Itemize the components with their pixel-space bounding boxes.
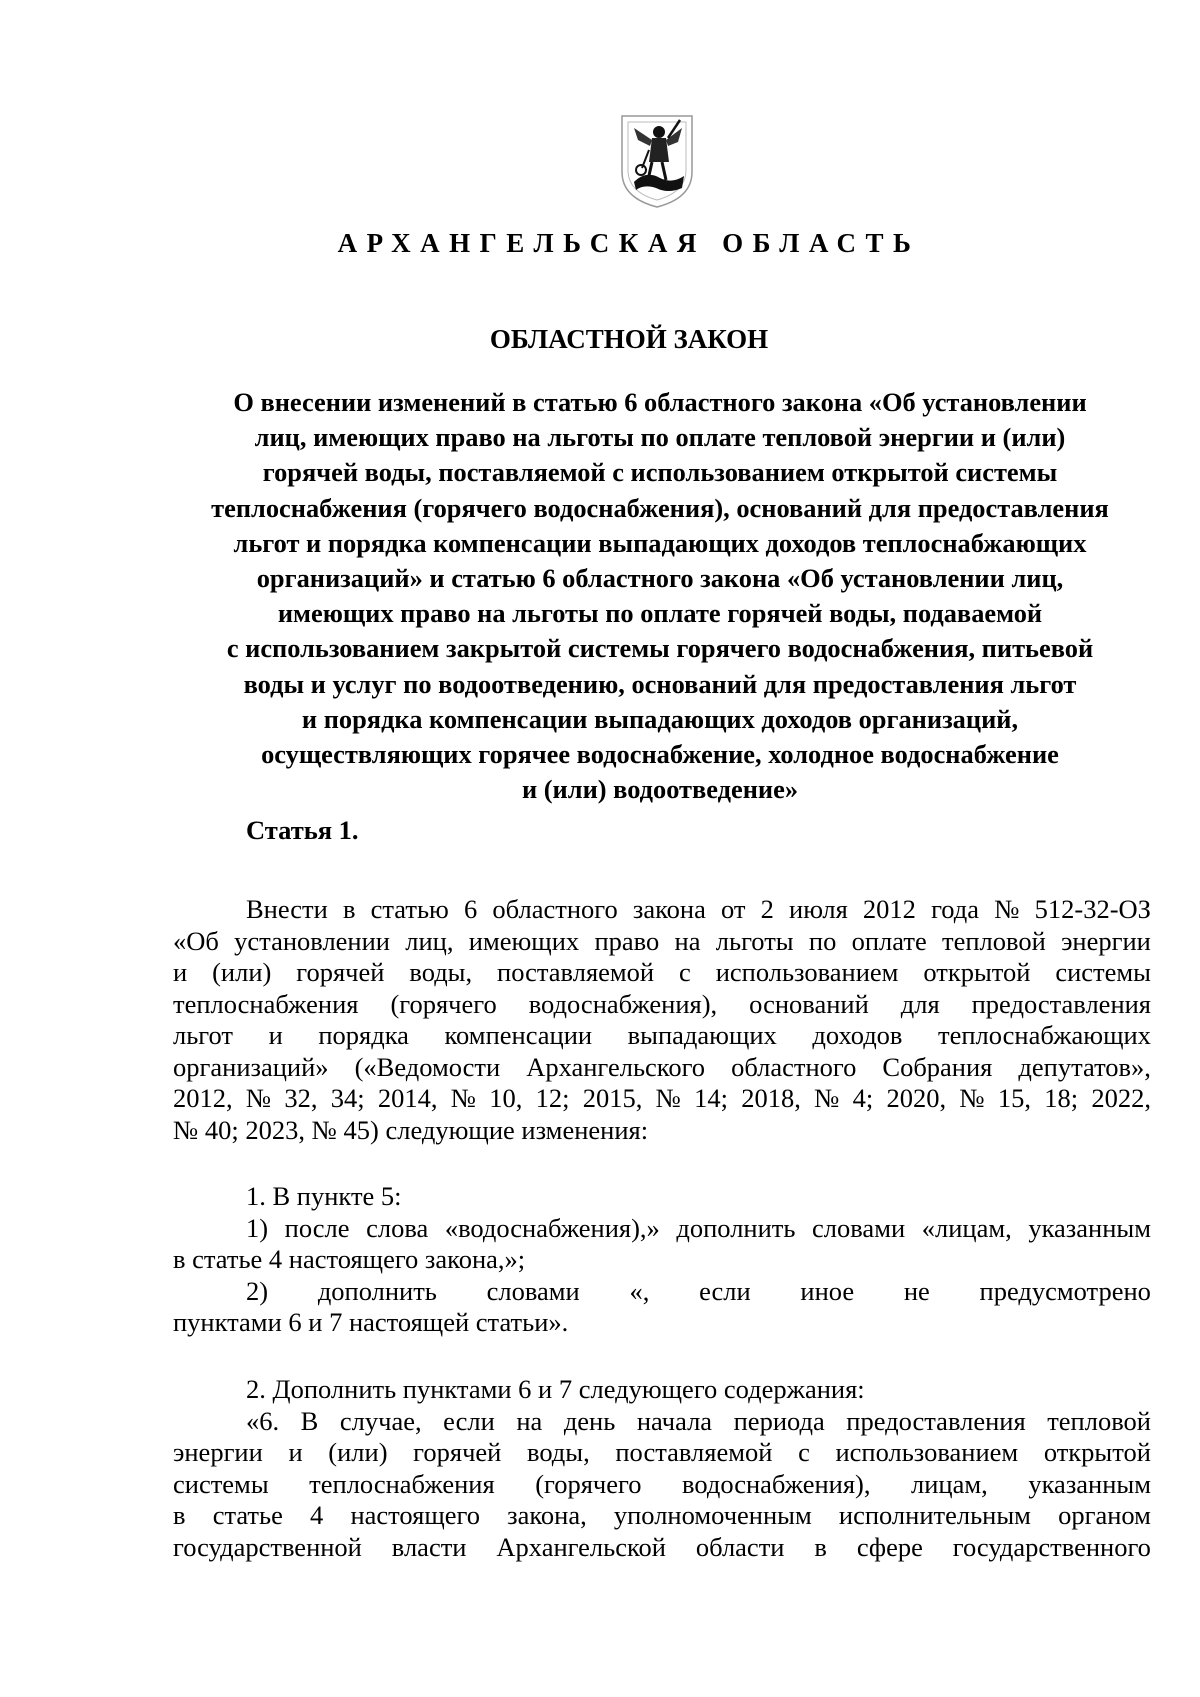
word: оплате [851,925,927,956]
word: дополнить [317,1275,437,1306]
word: 6 [464,894,478,924]
word: областного [492,894,618,924]
word: № [994,894,1020,924]
word: 2014, [377,1083,438,1113]
paragraph-line [173,1052,1151,1084]
word: если [443,1405,495,1436]
word: установлении [234,925,390,956]
article-item-1 [173,1181,1151,1339]
title-line: и порядка компенсации выпадающих доходов организаций, [301,703,1019,734]
word: (или) [328,1437,388,1467]
paragraph-line: 1. В пункте 5: [246,1181,402,1211]
word: случае, [339,1405,422,1436]
word: горячей [296,957,385,987]
word: системы [173,1468,269,1499]
word: организаций» [173,1051,329,1082]
word: органом [1058,1500,1151,1530]
paragraph-line: № 40; 2023, № 45) следующие изменения: [173,1114,649,1145]
word: выпадающих [627,1020,777,1050]
word: № [245,1083,272,1113]
word: (горячего [390,988,497,1019]
word: «, [629,1275,650,1306]
word: Внести [246,894,328,924]
word: лицам, [911,1468,988,1499]
word: Архангельского [526,1051,706,1082]
word: воды, [409,957,473,987]
word: уполномоченным [613,1500,812,1530]
word: теплоснабжения [173,988,359,1019]
word: день [563,1405,616,1436]
word: дополнить [676,1212,796,1243]
word: 10, [489,1083,523,1113]
word: по [808,925,837,956]
word: 2) [246,1275,269,1306]
word: право [594,925,660,956]
title-line: льгот и порядка компенсации выпадающих доходов теплоснабжающих [233,527,1087,558]
title-line: осуществляющих горячее водоснабжение, холодное водоснабжение [261,739,1059,770]
word: открытой [923,957,1031,987]
word: энергии [173,1437,263,1467]
word: указанным [1028,1212,1151,1243]
coat-of-arms-emblem [612,110,702,210]
word: указанным [1028,1468,1151,1499]
word: области [695,1531,785,1562]
word: слова [366,1212,429,1243]
paragraph-line [173,926,1151,958]
word: словами [486,1275,580,1306]
word: 2015, [582,1083,643,1113]
word: не [903,1275,930,1306]
word: в [173,1500,186,1530]
word: сфере [856,1531,923,1562]
word: № [450,1083,477,1113]
word: 2020, [886,1083,947,1113]
word: льготы [715,925,794,956]
word: 32, [284,1083,318,1113]
word: «водоснабжения),» [444,1212,660,1243]
word: № [959,1083,985,1113]
paragraph-line [173,1406,1151,1438]
article-intro-paragraph [173,894,1151,1146]
word: теплоснабжения [309,1468,495,1499]
paragraph-line [173,989,1151,1021]
word: водоснабжения), [528,988,718,1019]
word: периода [733,1405,825,1436]
word: начала [636,1405,713,1436]
word: 15, [997,1083,1031,1113]
word: предоставления [971,988,1151,1019]
word: в [342,894,356,924]
word: для [900,988,940,1019]
word: и [268,1020,283,1050]
word: использованием [715,957,899,987]
title-line: с использованием закрытой системы горячего водоснабжения, питьевой [226,633,1094,664]
word: оснований [749,988,869,1019]
paragraph-line: в статье 4 настоящего закона,»; [173,1244,526,1274]
word: льгот [173,1020,234,1050]
paragraph-line [173,1083,1151,1115]
word: на [516,1405,543,1436]
word: 14; [694,1083,728,1113]
word: 12; [535,1083,570,1113]
paragraph-line [173,894,1151,926]
word: с [798,1437,810,1467]
article-heading: Статья 1. [246,815,359,845]
word: с [679,957,691,987]
word: настоящего [350,1500,480,1530]
word: в [814,1531,827,1562]
word: порядка [318,1020,409,1050]
word: (или) [212,957,272,987]
word: государственной [173,1531,362,1562]
word: лиц, [405,925,454,956]
word: № [655,1083,681,1113]
word: Архангельской [496,1531,666,1562]
word: 34; [330,1083,365,1113]
word: словами [812,1212,906,1243]
word: доходов [812,1020,903,1050]
word: воды, [526,1437,590,1467]
article-item-2 [173,1374,1151,1563]
word: теплоснабжающих [938,1020,1151,1050]
word: имеющих [468,925,580,956]
word: 512-32-ОЗ [1034,894,1151,924]
title-line: воды и услуг по водоотведению, оснований для предоставления льгот [243,668,1077,699]
word: горячей [413,1437,502,1467]
word: после [284,1212,350,1243]
paragraph-line [173,1276,1151,1308]
paragraph-line: 2. Дополнить пунктами 6 и 7 следующего содержания: [246,1374,865,1404]
word: 2022, [1091,1083,1151,1113]
word: поставляемой [615,1437,773,1467]
word: и [173,957,188,987]
word: системы [1055,957,1151,987]
title-line: организаций» и статью 6 областного закона «Об установлении лиц, [256,563,1064,594]
word: водоснабжения), [682,1468,871,1499]
word: энергии [1061,925,1151,956]
title-line: и (или) водоотведение» [521,774,799,805]
word: государственного [952,1531,1151,1562]
word: июля [789,894,848,924]
word: поставляемой [497,957,655,987]
word: иное [800,1275,855,1306]
title-line: имеющих право на льготы по оплате горячей воды, подаваемой [277,598,1043,629]
word: «6. [246,1405,280,1436]
word: от [720,894,746,924]
word: использованием [835,1437,1019,1467]
word: областного [731,1051,857,1082]
law-title [170,385,1150,807]
word: исполнительным [838,1500,1031,1530]
word: закона [632,894,706,924]
title-line: горячей воды, поставляемой с использованием открытой системы [262,457,1058,488]
word: на [674,925,701,956]
paragraph-line [173,1020,1151,1052]
word: «лицам, [921,1212,1012,1243]
word: года [931,894,980,924]
paragraph-line: пунктами 6 и 7 настоящей статьи». [173,1307,569,1337]
title-line: лиц, имеющих право на льготы по оплате тепловой энергии и (или) [254,422,1066,453]
word: предоставления [846,1405,1026,1436]
title-line: О внесении изменений в статью 6 областного закона «Об установлении [233,387,1087,417]
word: депутатов», [1018,1051,1151,1082]
word: открытой [1043,1437,1151,1467]
word: статью [370,894,449,924]
word: 18; [1044,1083,1079,1113]
paragraph-line [173,1213,1151,1245]
paragraph-line [173,957,1151,989]
paragraph-line [173,1469,1151,1501]
title-line: теплоснабжения (горячего водоснабжения), оснований для предоставления [211,492,1109,523]
word: статье [212,1500,283,1530]
paragraph-line [173,1437,1151,1469]
word: 2012, [173,1083,233,1113]
word: 1) [246,1212,269,1243]
word: 2012 [862,894,916,924]
word: компенсации [444,1020,593,1050]
document-type: ОБЛАСТНОЙ ЗАКОН [489,324,769,354]
word: Собрания [882,1051,993,1082]
word: власти [391,1531,467,1562]
word: «Об [173,925,219,956]
word: закона, [507,1500,587,1530]
paragraph-line [173,1532,1151,1564]
word: 4 [310,1500,324,1530]
paragraph-line [173,1500,1151,1532]
region-name: АРХАНГЕЛЬСКАЯ ОБЛАСТЬ [337,228,921,258]
word: если [699,1275,751,1306]
word: 2018, [741,1083,801,1113]
word: тепловой [942,925,1046,956]
word: тепловой [1047,1405,1151,1436]
word: («Ведомости [354,1051,501,1082]
word: предусмотрено [979,1275,1151,1306]
word: В [300,1405,319,1436]
word: 2 [760,894,774,924]
word: № [814,1083,840,1113]
word: (горячего [535,1468,642,1499]
word: 4; [852,1083,874,1113]
word: и [288,1437,303,1467]
